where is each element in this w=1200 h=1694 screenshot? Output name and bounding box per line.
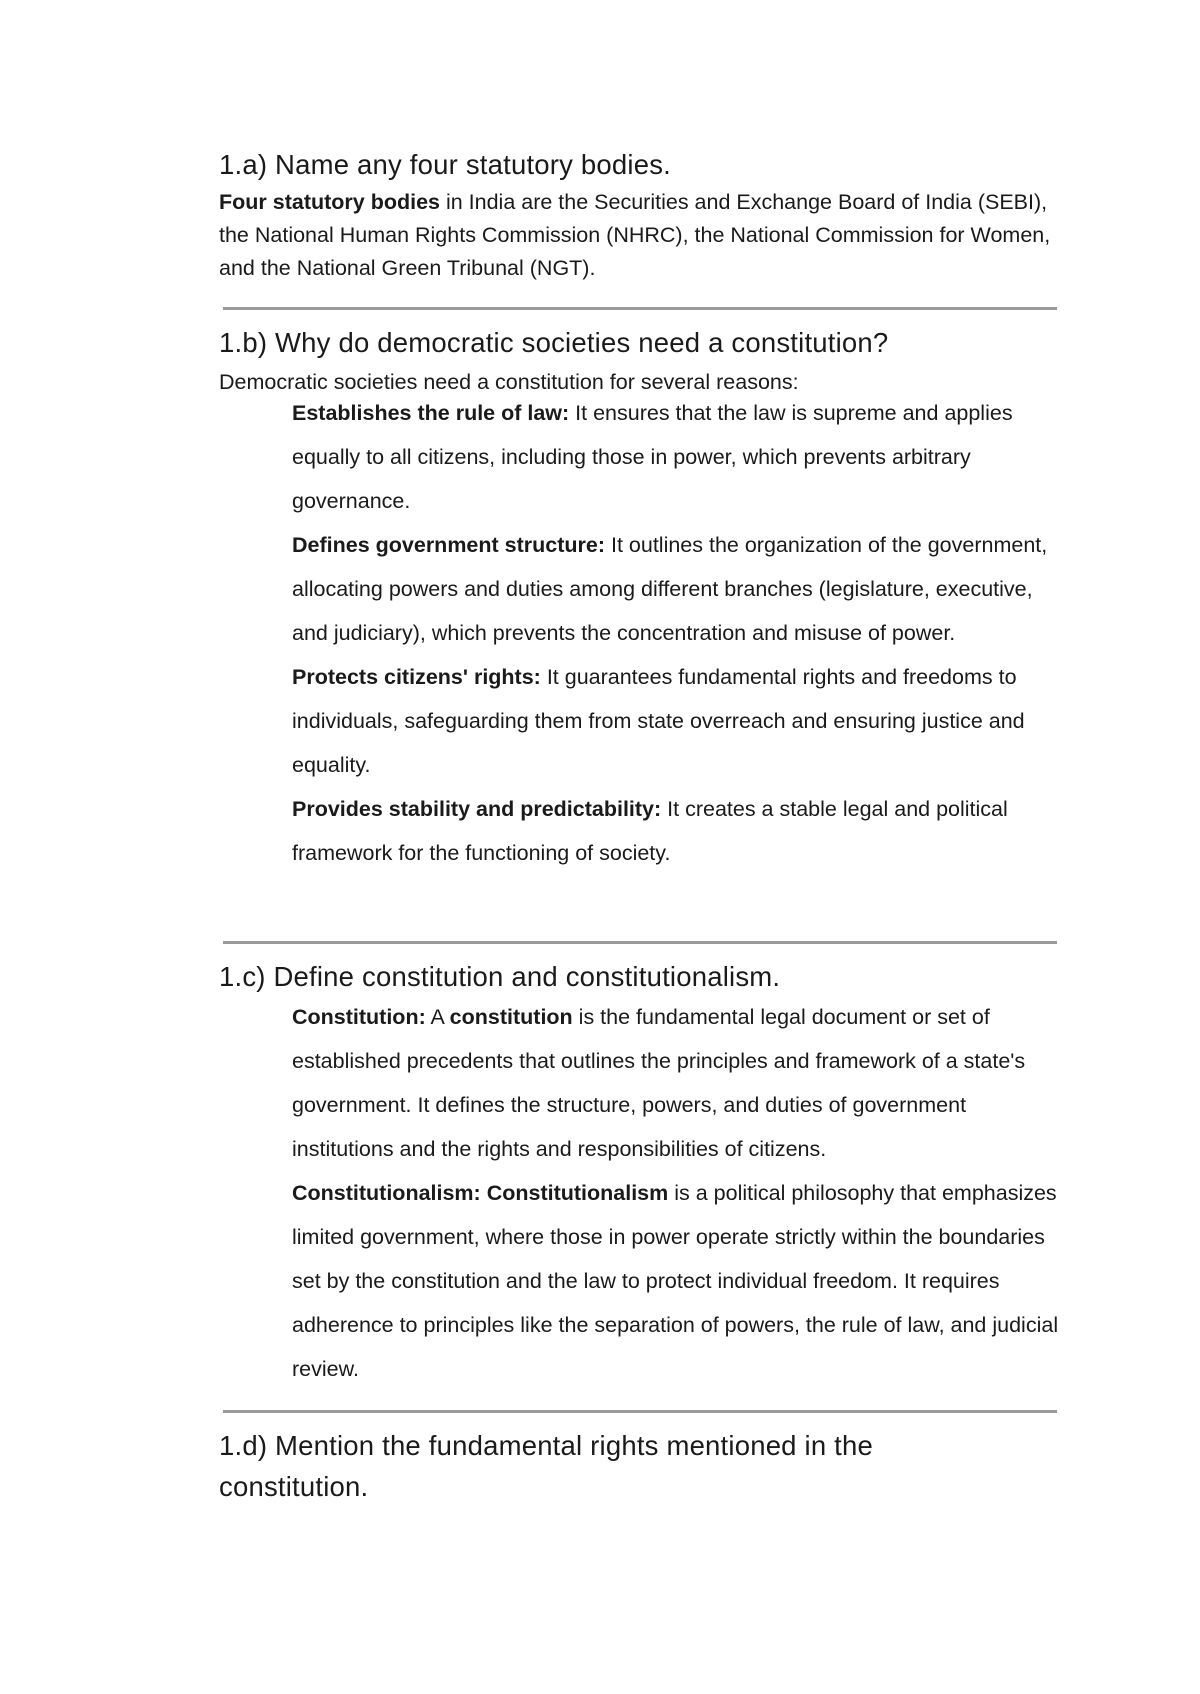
reason-item <box>292 655 1072 787</box>
definition-bold-word: Constitutionalism <box>486 1181 669 1205</box>
question-1b-title: 1.b) Why do democratic societies need a constitution? <box>219 327 889 358</box>
definitions-list <box>292 995 1072 1391</box>
answer-1a-text: in India are the Securities and Exchange Board of India (SEBI), the National Human Rights Commission (NHRC), the National Commission for Women, and the National Green Tribunal (NGT). <box>219 190 1051 280</box>
definition-term: Constitutionalism: <box>292 1181 481 1205</box>
reason-item <box>292 787 1072 875</box>
reason-text: It outlines the organization of the government, allocating powers and duties among different branches (legislature, executive, and judiciary), which prevents the concentration and misuse of power. <box>292 533 1048 645</box>
reason-term: Protects citizens' rights: <box>292 665 541 689</box>
section-divider <box>223 307 1057 310</box>
reason-term: Provides stability and predictability: <box>292 797 662 821</box>
reason-item <box>292 391 1072 523</box>
question-1a-title: 1.a) Name any four statutory bodies. <box>219 149 672 180</box>
reason-term: Establishes the rule of law: <box>292 401 570 425</box>
definition-constitutionalism <box>292 1171 1072 1391</box>
reason-text: It guarantees fundamental rights and freedoms to individuals, safeguarding them from state overreach and ensuring justice and equality. <box>292 665 1025 777</box>
answer-1a-lead: Four statutory bodies <box>219 190 440 214</box>
reasons-list <box>292 391 1072 875</box>
section-divider <box>223 941 1057 944</box>
definition-constitution: Constitution: A constitution is the fundamental legal document or set of established precedents that outlines the principles and framework of a state's government. It defines the structure, powers, and duties of government institutions and the rights and responsibilities of citizens. <box>292 1005 1026 1161</box>
question-1c-title: 1.c) Define constitution and constitutionalism. <box>219 961 781 992</box>
reason-text: It creates a stable legal and political framework for the functioning of society. <box>292 797 1008 865</box>
question-1d-title: 1.d) Mention the fundamental rights mentioned in the constitution. <box>219 1430 873 1502</box>
definition-text: is the fundamental legal document or set of established precedents that outlines the principles and framework of a state's government. It defines the structure, powers, and duties of government institutions and the rights and responsibilities of citizens. <box>292 1005 1026 1161</box>
question-1b-intro: Democratic societies need a constitution for several reasons: <box>219 370 799 394</box>
definition-text: is a political philosophy that emphasizes limited government, where those in power operate strictly within the boundaries set by the constitution and the law to protect individual freedom. It requires adherence to principles like the separation of powers, the rule of law, and judicial review. <box>292 1181 1059 1381</box>
section-divider <box>223 1410 1057 1413</box>
question-1a-answer <box>219 186 1079 285</box>
definition-bold-word: constitution <box>449 1005 573 1029</box>
reason-item <box>292 523 1072 655</box>
definition-term: Constitution: <box>292 1005 426 1029</box>
reason-text: It ensures that the law is supreme and applies equally to all citizens, including those in power, which prevents arbitrary governance. <box>292 401 1013 513</box>
reason-term: Defines government structure: <box>292 533 606 557</box>
